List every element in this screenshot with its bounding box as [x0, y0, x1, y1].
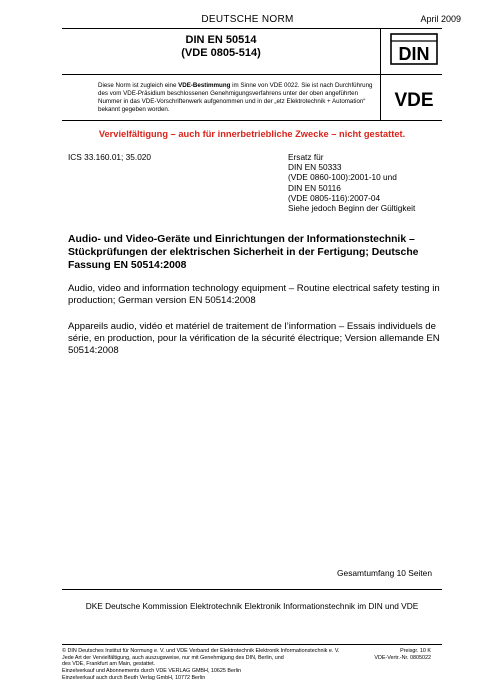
- price-group: Preisgr. 10 K: [400, 648, 431, 654]
- replacement-line: Ersatz für: [288, 152, 324, 162]
- footer-line: des VDE, Frankfurt am Main, gestattet.: [62, 661, 156, 668]
- copyright-footer: [62, 648, 370, 682]
- title-german: Audio- und Video-Geräte und Einrichtungen der Informationstechnik – Stückprüfungen der elektrischen Sicherheit in der Fertigung; Deutsche Fassung EN 50514:2008: [68, 234, 419, 271]
- replacement-info: [288, 152, 415, 213]
- footer-line: Einzelverkauf und Abonnements durch VDE VERLAG GMBH, 10625 Berlin: [62, 668, 242, 675]
- replacement-line: DIN EN 50333: [288, 162, 342, 173]
- footer-line: Jede Art der Vervielfältigung, auch auszugsweise, nur mit Genehmigung des DIN, Berlin, und: [62, 654, 284, 661]
- vde-logo-text: VDE: [394, 90, 434, 110]
- top-rule: [62, 28, 442, 29]
- replacement-line: (VDE 0805-116):2007-04: [288, 192, 381, 203]
- replacement-line: (VDE 0860-100):2001-10 und: [288, 172, 397, 183]
- vde-note-bold: VDE-Bestimmung: [178, 82, 231, 89]
- dke-commission: DKE Deutsche Kommission Elektrotechnik Elektronik Informationstechnik im DIN und VDE: [85, 601, 419, 611]
- title-french: Appareils audio, vidéo et matériel de traitement de l’information – Essais individuels de série, en production, pour la vérification de la sécurité électrique; Version allemande EN 50514:2008: [68, 321, 440, 356]
- publication-date: April 2009: [420, 14, 461, 24]
- rule-above-dke: [62, 589, 442, 590]
- footer-line: © DIN Deutsches Institut für Normung e. V. und VDE Verband der Elektrotechnik Elektronik Informationstechnik e. V.: [62, 648, 340, 654]
- price-info: [374, 648, 431, 661]
- total-pages: Gesamtumfang 10 Seiten: [337, 568, 432, 578]
- replacement-line: Siehe jedoch Beginn der Gültigkeit: [288, 203, 416, 214]
- reproduction-notice: Vervielfältigung – auch für innerbetriebliche Zwecke – nicht gestattet.: [98, 129, 406, 139]
- vde-note-body: im Sinne von VDE 0022. Sie ist nach Durchführung des vom VDE-Präsidium beschlossenen Genehmigungsverfahrens unter der oben angeführten Nummer in das VDE-Vorschriftenwerk aufgenommen und in der „etz Elektrotechnik + Automation“ bekannt gegeben worden.: [98, 82, 373, 113]
- ics-code: ICS 33.160.01; 35.020: [68, 152, 152, 162]
- replacement-line: DIN EN 50116: [288, 182, 341, 193]
- vde-note: [98, 82, 380, 114]
- logo-divider: [380, 28, 381, 120]
- din-logo: [390, 33, 438, 65]
- footer-line: Einzelverkauf auch durch Beuth Verlag GmbH, 10772 Berlin: [62, 674, 206, 681]
- vde-note-intro: Diese Norm ist zugleich eine: [98, 82, 179, 89]
- document-number-vde: (VDE 0805-514): [181, 47, 261, 59]
- vde-contract-number: VDE-Vertr.-Nr. 0805022: [374, 654, 431, 661]
- rule-above-footer: [62, 644, 442, 645]
- vde-logo: [386, 88, 442, 110]
- din-logo-text: DIN: [398, 44, 430, 64]
- rule-below-title: [62, 74, 442, 75]
- title-english: Audio, video and information technology equipment – Routine electrical safety testing in production; German version EN 50514:2008: [68, 283, 440, 306]
- document-number: [62, 34, 380, 60]
- rule-below-note: [62, 120, 442, 121]
- document-type: DEUTSCHE NORM: [201, 14, 294, 25]
- document-number-din: DIN EN 50514: [185, 34, 257, 46]
